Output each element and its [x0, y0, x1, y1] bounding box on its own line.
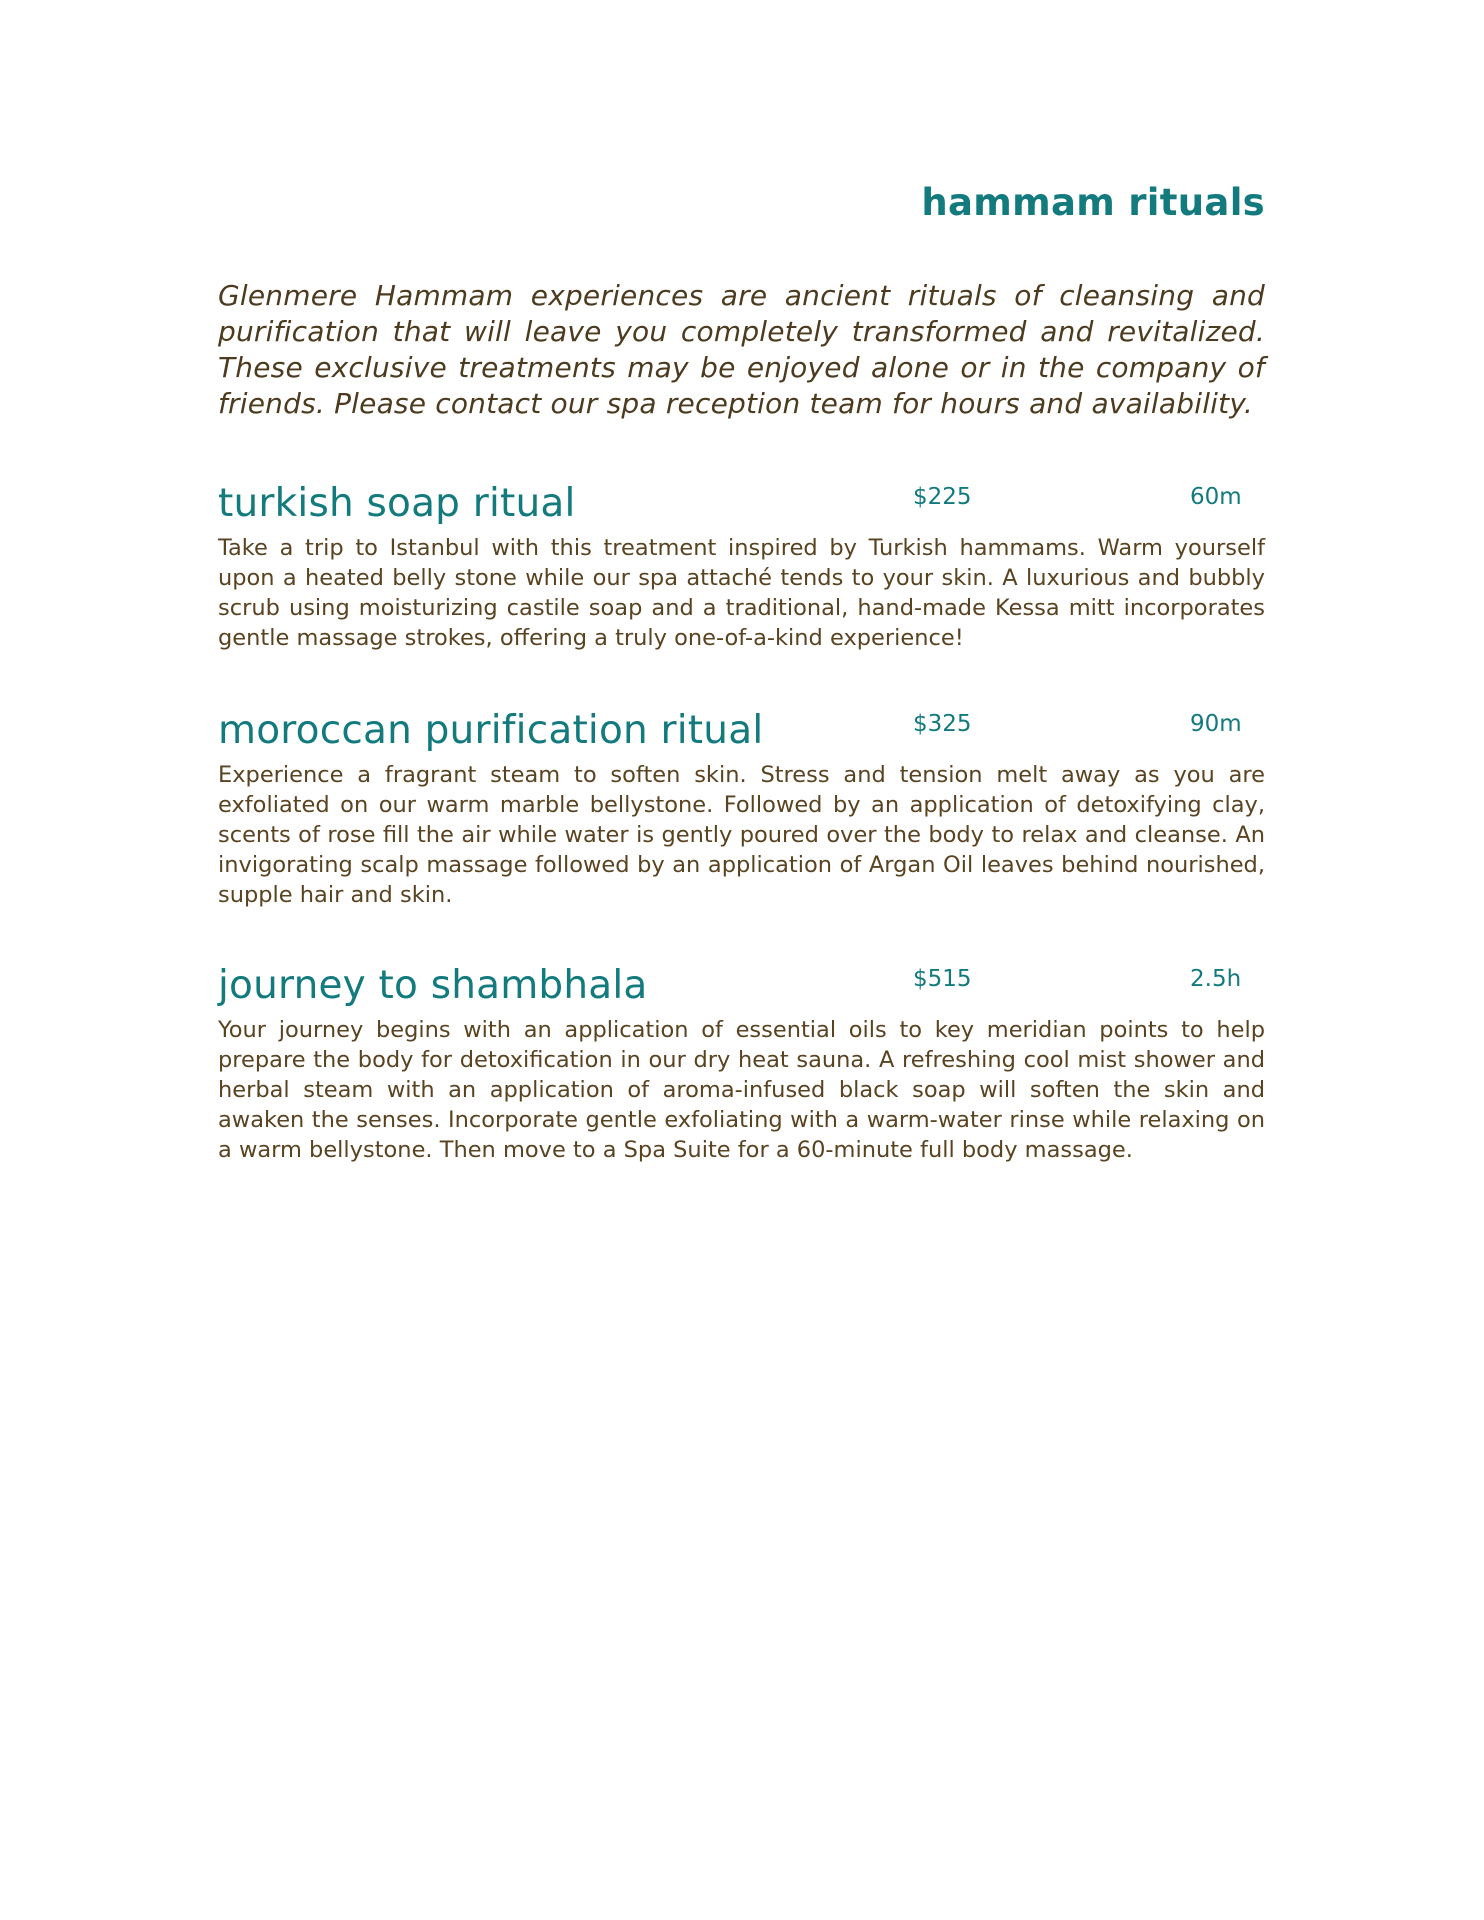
treatment-price: $325: [913, 711, 972, 737]
intro-paragraph: Glenmere Hammam experiences are ancient rituals of cleansing and purification that will leave you completely transformed and revitalized. These exclusive treatments may be enjoyed alone or in the company of friends. Please contact our spa reception team for hours and availability.: [218, 279, 1265, 420]
treatment-name: moroccan purification ritual: [218, 708, 764, 753]
treatment-price: $515: [913, 966, 972, 992]
treatment-name: journey to shambhala: [218, 963, 648, 1008]
treatment-duration: 2.5h: [1190, 966, 1242, 992]
treatment-duration: 90m: [1190, 711, 1242, 737]
treatment-duration: 60m: [1190, 484, 1242, 510]
treatment-description: Experience a fragrant steam to soften skin. Stress and tension melt away as you are exfoliated on our warm marble bellystone. Followed by an application of detoxifying clay, scents of rose fill the air while water is gently poured over the body to relax and cleanse. An invigorating scalp massage followed by an application of Argan Oil leaves behind nourished, supple hair and skin.: [218, 762, 1265, 908]
treatment-price: $225: [913, 484, 972, 510]
treatment-name: turkish soap ritual: [218, 481, 576, 526]
treatment-description: Take a trip to Istanbul with this treatment inspired by Turkish hammams. Warm yourself upon a heated belly stone while our spa attaché tends to your skin. A luxurious and bubbly scrub using moisturizing castile soap and a traditional, hand-made Kessa mitt incorporates gentle massage strokes, offering a truly one-of-a-kind experience!: [218, 535, 1265, 651]
treatment-description: Your journey begins with an application of essential oils to key meridian points to help prepare the body for detoxification in our dry heat sauna. A refreshing cool mist shower and herbal steam with an application of aroma-infused black soap will soften the skin and awaken the senses. Incorporate gentle exfoliating with a warm-water rinse while relaxing on a warm bellystone. Then move to a Spa Suite for a 60-minute full body massage.: [218, 1017, 1265, 1163]
page-title: hammam rituals: [921, 181, 1265, 224]
